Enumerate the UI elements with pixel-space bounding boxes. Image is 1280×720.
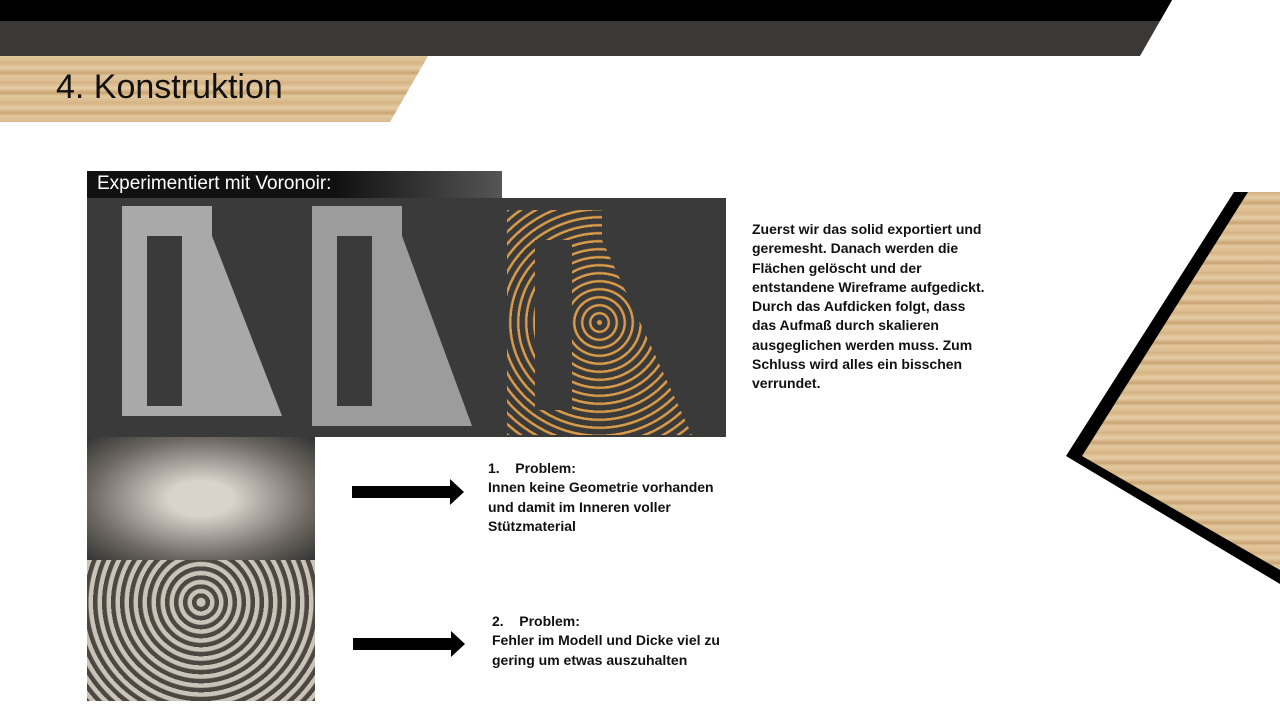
problem-2 [492, 612, 737, 670]
problem-2-heading: 2. Problem: [492, 613, 580, 629]
image-caption: Experimentiert mit Voronoir: [87, 171, 502, 199]
arrow-right-icon [352, 479, 464, 505]
description-text: Zuerst wir das solid exportiert und geremesht. Danach werden die Flächen gelöscht und der entstandene Wireframe aufgedickt. Durch das Aufdicken folgt, dass das Aufmaß durch skalieren ausgeglichen werden muss. Zum Schluss wird alles ein bisschen verrundet. [752, 221, 985, 392]
arrow-right-icon [353, 631, 465, 657]
voronoi-steps-image [87, 198, 726, 437]
problem-1-text: Innen keine Geometrie vorhanden und damit im Inneren voller Stützmaterial [488, 479, 714, 534]
problem-1-image [87, 437, 315, 560]
page-title: 4. Konstruktion [56, 68, 283, 106]
decor-wood [1060, 192, 1280, 592]
header-stripe [0, 0, 1280, 21]
problem-1 [488, 459, 733, 536]
problem-2-image [87, 560, 315, 701]
problem-2-text: Fehler im Modell und Dicke viel zu gering um etwas auszuhalten [492, 632, 720, 668]
problem-1-heading: 1. Problem: [488, 460, 576, 476]
